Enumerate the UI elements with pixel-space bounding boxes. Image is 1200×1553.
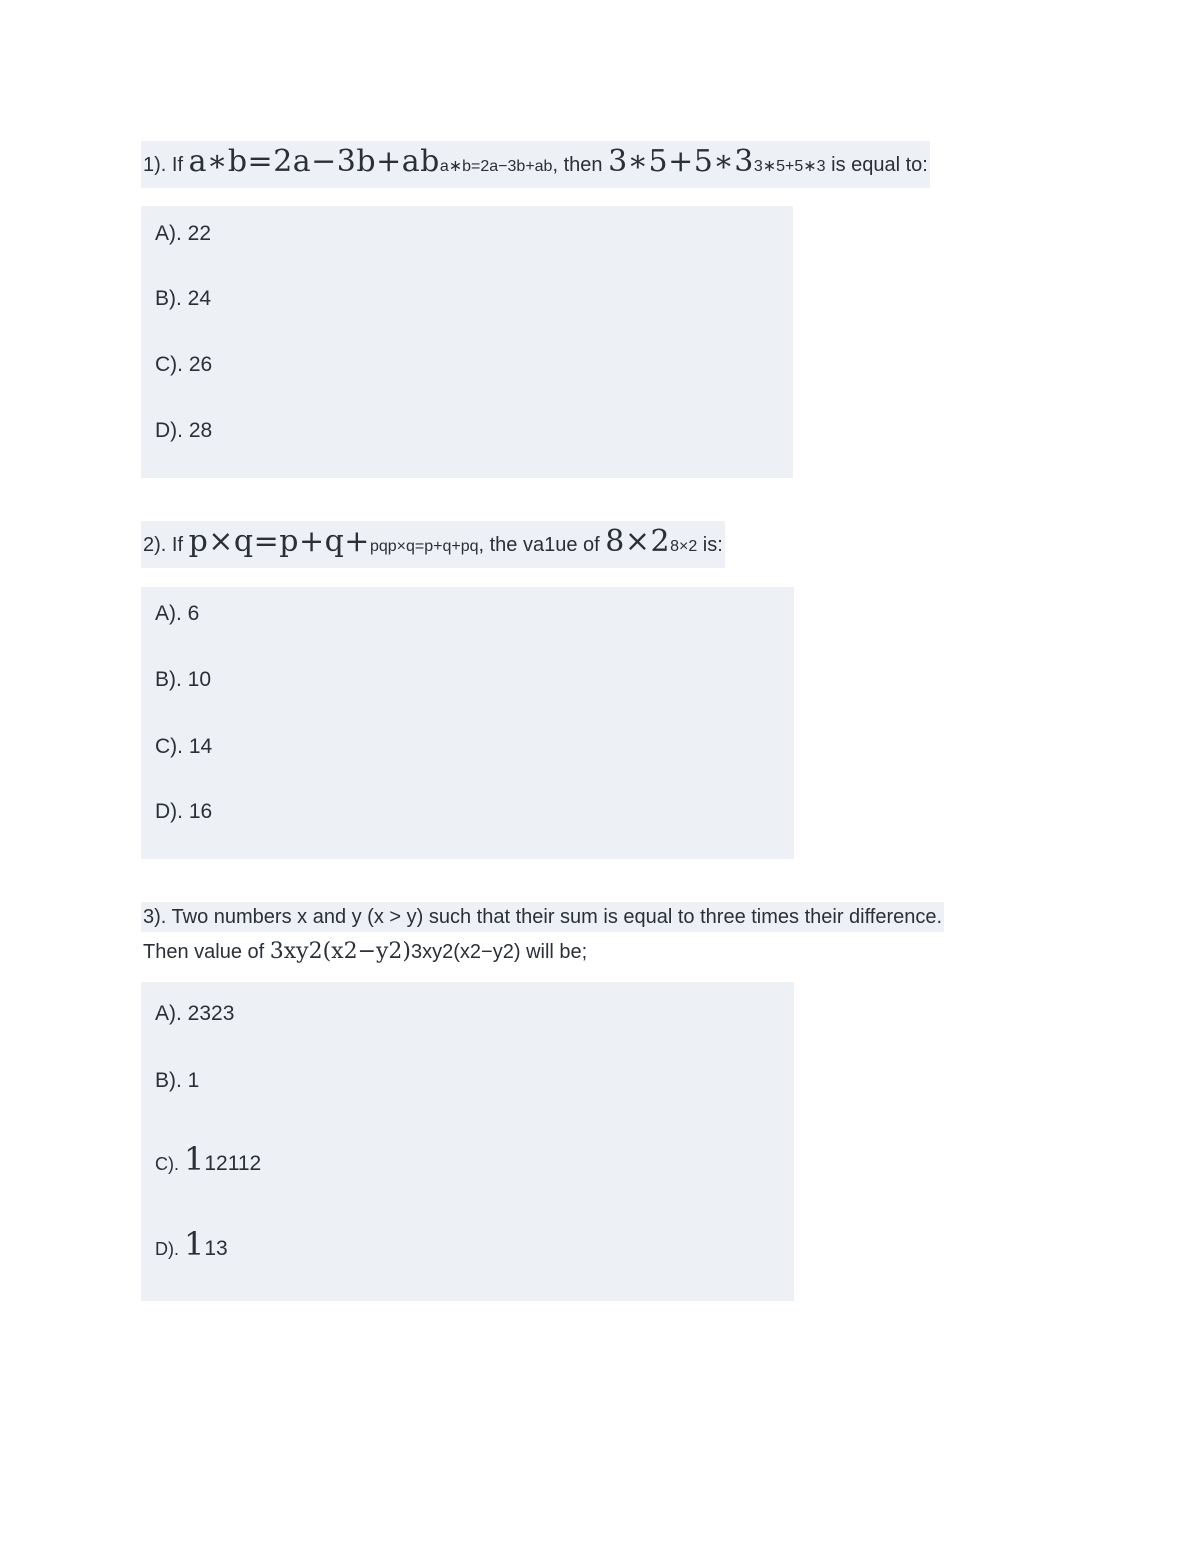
question-3-option-d-rest: 13 bbox=[204, 1237, 228, 1260]
question-3-line-1: 3). Two numbers x and y (x > y) such that their sum is equal to three times their difference. bbox=[141, 902, 944, 932]
question-1-text bbox=[141, 141, 930, 188]
question-2-math: p×q=p+q+ bbox=[188, 524, 370, 559]
question-1-mid: , then bbox=[552, 154, 609, 176]
question-1-option-a[interactable]: A). 22 bbox=[155, 222, 212, 245]
question-2-text bbox=[141, 521, 725, 568]
question-3-math: 3xy2(x2−y2) bbox=[269, 939, 412, 964]
question-3-option-c-label: C). bbox=[155, 1154, 184, 1174]
question-2-prefix: 2). If bbox=[143, 534, 189, 556]
question-1-option-d[interactable]: D). 28 bbox=[155, 419, 213, 442]
question-3-option-d-big: 1 bbox=[184, 1225, 205, 1263]
question-1-math-2: 3∗5+5∗3 bbox=[608, 144, 754, 179]
question-1-math: a∗b=2a−3b+ab bbox=[188, 144, 440, 179]
question-1-prefix: 1). If bbox=[143, 154, 189, 176]
question-3-option-d-label: D). bbox=[155, 1239, 184, 1259]
question-2-math-2: 8×2 bbox=[605, 524, 671, 559]
question-3-line-2 bbox=[141, 937, 589, 967]
question-2-options bbox=[141, 587, 794, 859]
question-2-math-2-inline: 8×2 bbox=[670, 538, 698, 555]
question-3-line-2-prefix: Then value of bbox=[143, 941, 270, 963]
question-1-options bbox=[141, 206, 793, 478]
question-3-math-inline: 3xy2(x2−y2) bbox=[411, 941, 521, 963]
question-3-option-b[interactable]: B). 1 bbox=[155, 1069, 200, 1092]
question-1-option-b[interactable]: B). 24 bbox=[155, 287, 212, 310]
question-2-suffix: is: bbox=[697, 534, 723, 556]
question-2-option-d[interactable]: D). 16 bbox=[155, 800, 213, 823]
question-3-option-a[interactable]: A). 2323 bbox=[155, 1002, 235, 1025]
question-2-mid: , the va1ue of bbox=[478, 534, 606, 556]
question-3-options bbox=[141, 982, 794, 1301]
question-2-math-inline: pqp×q=p+q+pq bbox=[369, 538, 479, 555]
question-1-math-inline: a∗b=2a−3b+ab bbox=[439, 158, 553, 175]
question-1-math-2-inline: 3∗5+5∗3 bbox=[753, 158, 826, 175]
question-1-option-c[interactable]: C). 26 bbox=[155, 353, 213, 376]
question-3-option-d[interactable] bbox=[155, 1225, 228, 1263]
question-3-option-c-big: 1 bbox=[184, 1140, 205, 1178]
question-3-option-c-rest: 12112 bbox=[204, 1152, 262, 1175]
question-2-option-c[interactable]: C). 14 bbox=[155, 735, 213, 758]
question-2-option-a[interactable]: A). 6 bbox=[155, 602, 200, 625]
question-1-suffix: is equal to: bbox=[825, 154, 928, 176]
question-3-option-c[interactable] bbox=[155, 1140, 261, 1178]
question-3-line-2-suffix: will be; bbox=[520, 941, 588, 963]
question-2-option-b[interactable]: B). 10 bbox=[155, 668, 212, 691]
